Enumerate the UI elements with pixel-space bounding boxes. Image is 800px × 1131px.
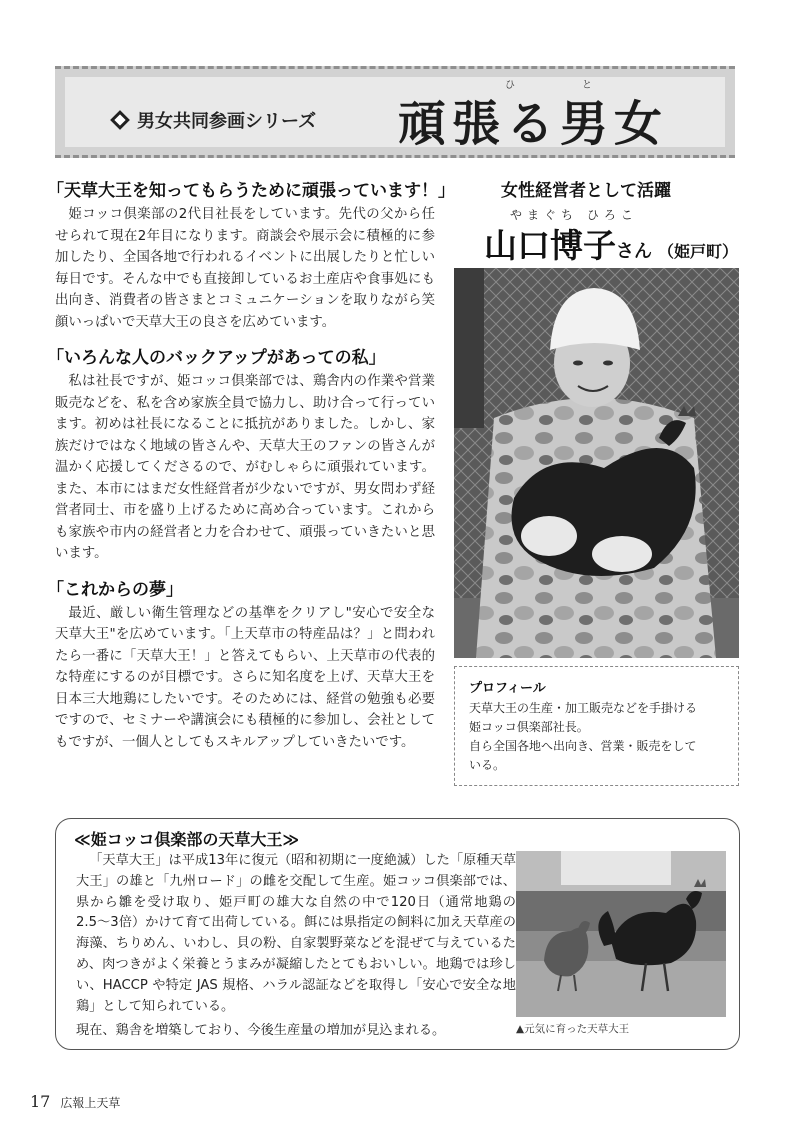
portrait-illustration [454,268,739,658]
person-role: 女性経営者として活躍 [501,181,671,201]
profile-line: 姫コッコ倶楽部社長。 [469,720,589,734]
diamond-icon [110,110,130,130]
section-text: 最近、厳しい衛生管理などの基準をクリアし"安心で安全な天草大王"を広めています。「上天草市の特産品は？」と問われたら一番に「天草大王！」と答えてもらい、上天草市の代表的な特産にするのが目標です。さらに知名度を上げ、天草大王を日本三大地鶏にしたいです。そのためには、経営の勉強も必要ですので、セミナーや講演会にも積極的に参加し、会社としてもですが、一個人としてもスキルアップしていきたいです。 [55,605,435,750]
roosters-photo [516,851,726,1017]
person-place: （姫戸町） [658,242,739,261]
profile-line: 自ら全国各地へ出向き、営業・販売をして [469,739,697,753]
title-ruby-to: と [582,80,592,91]
section-text: 姫コッコ倶楽部の2代目社長をしています。先代の父から任せられて現在2年目になります。商談会や展示会に積極的に参加したり、全国各地で行われるイベントに出展したりと忙しい毎日です。そんな中でも直接卸しているお土産店や食事処にも出向き、消費者の皆さまとコミュニケーションを取りながら笑顔いっぱいで天草大王の良さを広めています。 [55,207,435,330]
banner-inner [65,77,725,152]
name-ruby: やまぐち ひろこ [510,208,638,222]
section-1 [47,176,455,333]
publication-name: 広報上天草 [60,1096,121,1110]
page-number: 17 [30,1092,51,1111]
profile-line: いる。 [469,758,506,772]
person-name-line [484,220,738,267]
series-label-text: 男女共同参画シリーズ [137,111,317,132]
roosters-illustration [516,851,726,1017]
person-honorific: さん [616,241,652,262]
section-title: 「いろんな人のバックアップがあっての私」 [47,348,386,368]
article-body [47,176,455,759]
profile-line: 天草大王の生産・加工販売などを手掛ける [469,701,698,715]
header-banner [55,66,735,158]
feature-text: 「天草大王」は平成13年に復元（昭和初期に一度絶滅）した「原種天草大王」の雄と「九州ロード」の雌を交配して生産。姫コッコ倶楽部では、県から雛を受け取り、姫戸町の雄大な自然の中で120日（通常地鶏の2.5〜3倍）かけて育て出荷している。餌には県指定の飼料に加え天草産の海藻、ちりめん、いわし、貝の粉、自家製野菜などを混ぜて与えているため、肉つきがよく栄養とうまみが凝縮したとてもおいしい。地鶏では珍しい、HACCP や特定 JAS 規格、ハラル認証などを取得し「安心で安全な地鶏」として知られている。 [76,853,516,1014]
section-title: 「これからの夢」 [47,579,183,600]
feature-text-last: 現在、鶏舎を増築しており、今後生産量の増加が見込まれる。 [76,1023,446,1038]
section-text: 私は社長ですが、姫コッコ倶楽部では、鶏舎内の作業や営業販売などを、私を含め家族全員で協力し、助け合って行っています。初めは社長になることに抵抗がありました。しかし、家族だけではなく地域の皆さんや、天草大王のファンの皆さんが温かく応援してくださるので、がむしゃらに頑張れています。また、本市にはまだ女性経営者が少ないですが、男女問わず経営者同士、市を盛り上げるために高め合っています。これからも家族や市内の経営者と力を合わせて、頑張っていきたいと思います。 [55,374,435,561]
feature-box [55,818,740,1050]
profile-box [454,666,739,786]
feature-title: ≪姫コッコ倶楽部の天草大王≫ [74,830,300,849]
section-2 [47,343,435,565]
section-title: 「天草大王を知ってもらうために頑張っています！」 [47,181,455,201]
portrait-photo [454,268,739,658]
page-footer [30,1092,120,1111]
section-3 [47,575,435,754]
person-name: 山口博子 [484,226,616,265]
title-ruby-hi: ひ [505,80,515,91]
profile-title: プロフィール [469,681,546,696]
photo-caption: ▲元気に育った天草大王 [516,1023,630,1035]
series-label [113,107,316,133]
page-title: 頑張る男女 [398,96,669,152]
